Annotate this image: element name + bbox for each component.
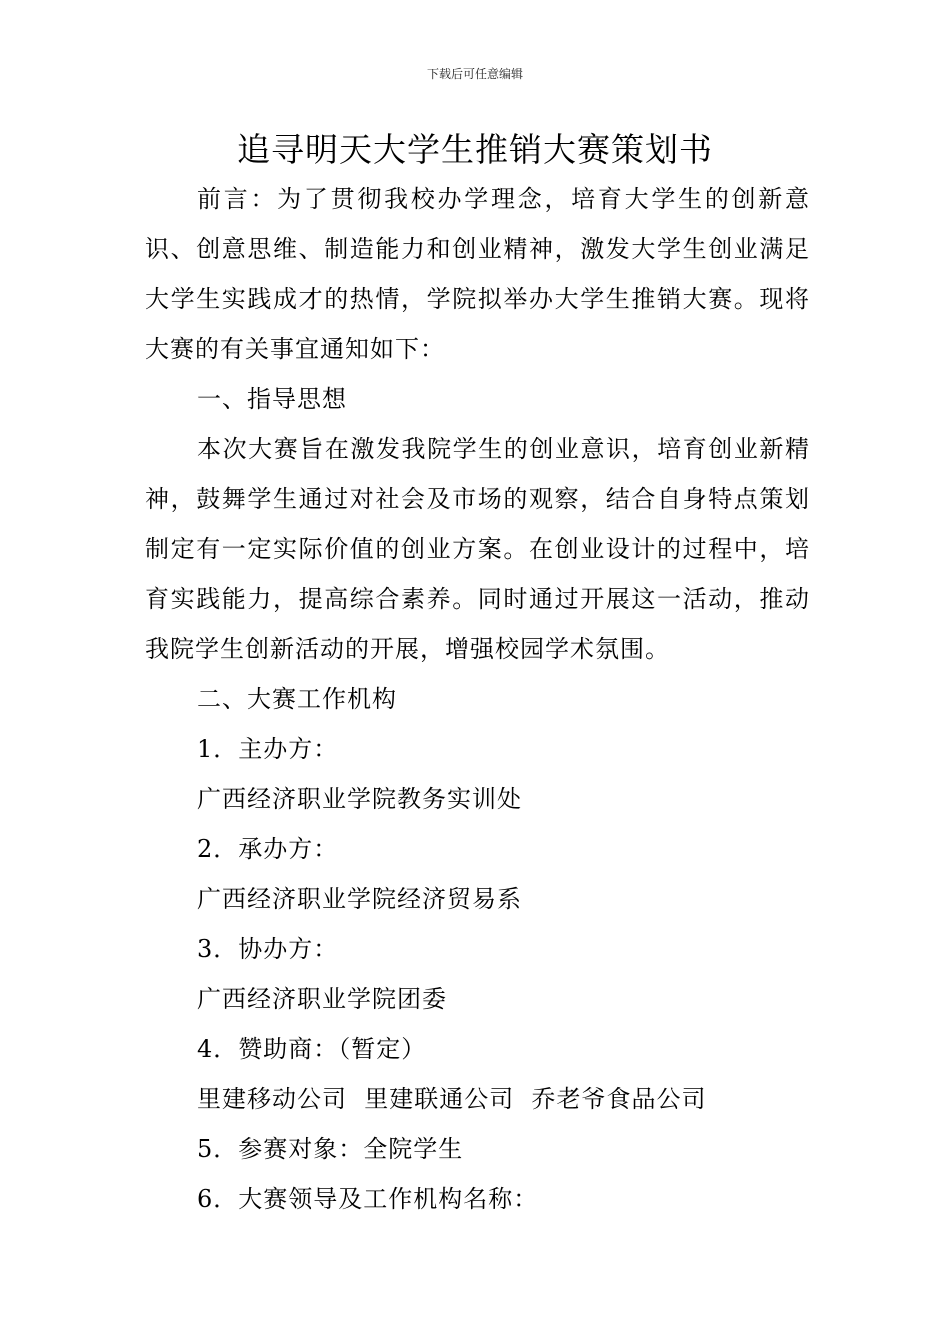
sponsor-label: 4．赞助商：（暂定）: [197, 1035, 427, 1063]
document-body: [145, 174, 810, 1224]
sponsor-value: 里建移动公司 里建联通公司 乔老爷食品公司: [197, 1085, 707, 1113]
preface-paragraph: 前言：为了贯彻我校办学理念，培育大学生的创新意识、创意思维、制造能力和创业精神，激发大学生创业满足大学生实践成才的热情，学院拟举办大学生推销大赛。现将大赛的有关事宜通知如下：: [145, 185, 810, 363]
undertaker-label: 2．承办方：: [197, 835, 339, 863]
section-heading-organization: 二、大赛工作机构: [197, 685, 397, 713]
document-title: 追寻明天大学生推销大赛策划书: [237, 130, 713, 169]
guiding-ideology-paragraph: 本次大赛旨在激发我院学生的创业意识，培育创业新精神，鼓舞学生通过对社会及市场的观察，结合自身特点策划制定有一定实际价值的创业方案。在创业设计的过程中，培育实践能力，提高综合素养。同时通过开展这一活动，推动我院学生创新活动的开展，增强校园学术氛围。: [145, 435, 810, 663]
section-heading-guiding-ideology: 一、指导思想: [197, 385, 347, 413]
organizer-label: 1．主办方：: [197, 735, 339, 763]
header-note: 下载后可任意编辑: [426, 67, 523, 81]
leadership-line: 6．大赛领导及工作机构名称：: [197, 1185, 539, 1213]
co-organizer-value: 广西经济职业学院团委: [197, 985, 447, 1013]
organizer-value: 广西经济职业学院教务实训处: [197, 785, 522, 813]
participants-line: 5．参赛对象：全院学生: [197, 1135, 464, 1163]
co-organizer-label: 3．协办方：: [197, 935, 339, 963]
undertaker-value: 广西经济职业学院经济贸易系: [197, 885, 522, 913]
